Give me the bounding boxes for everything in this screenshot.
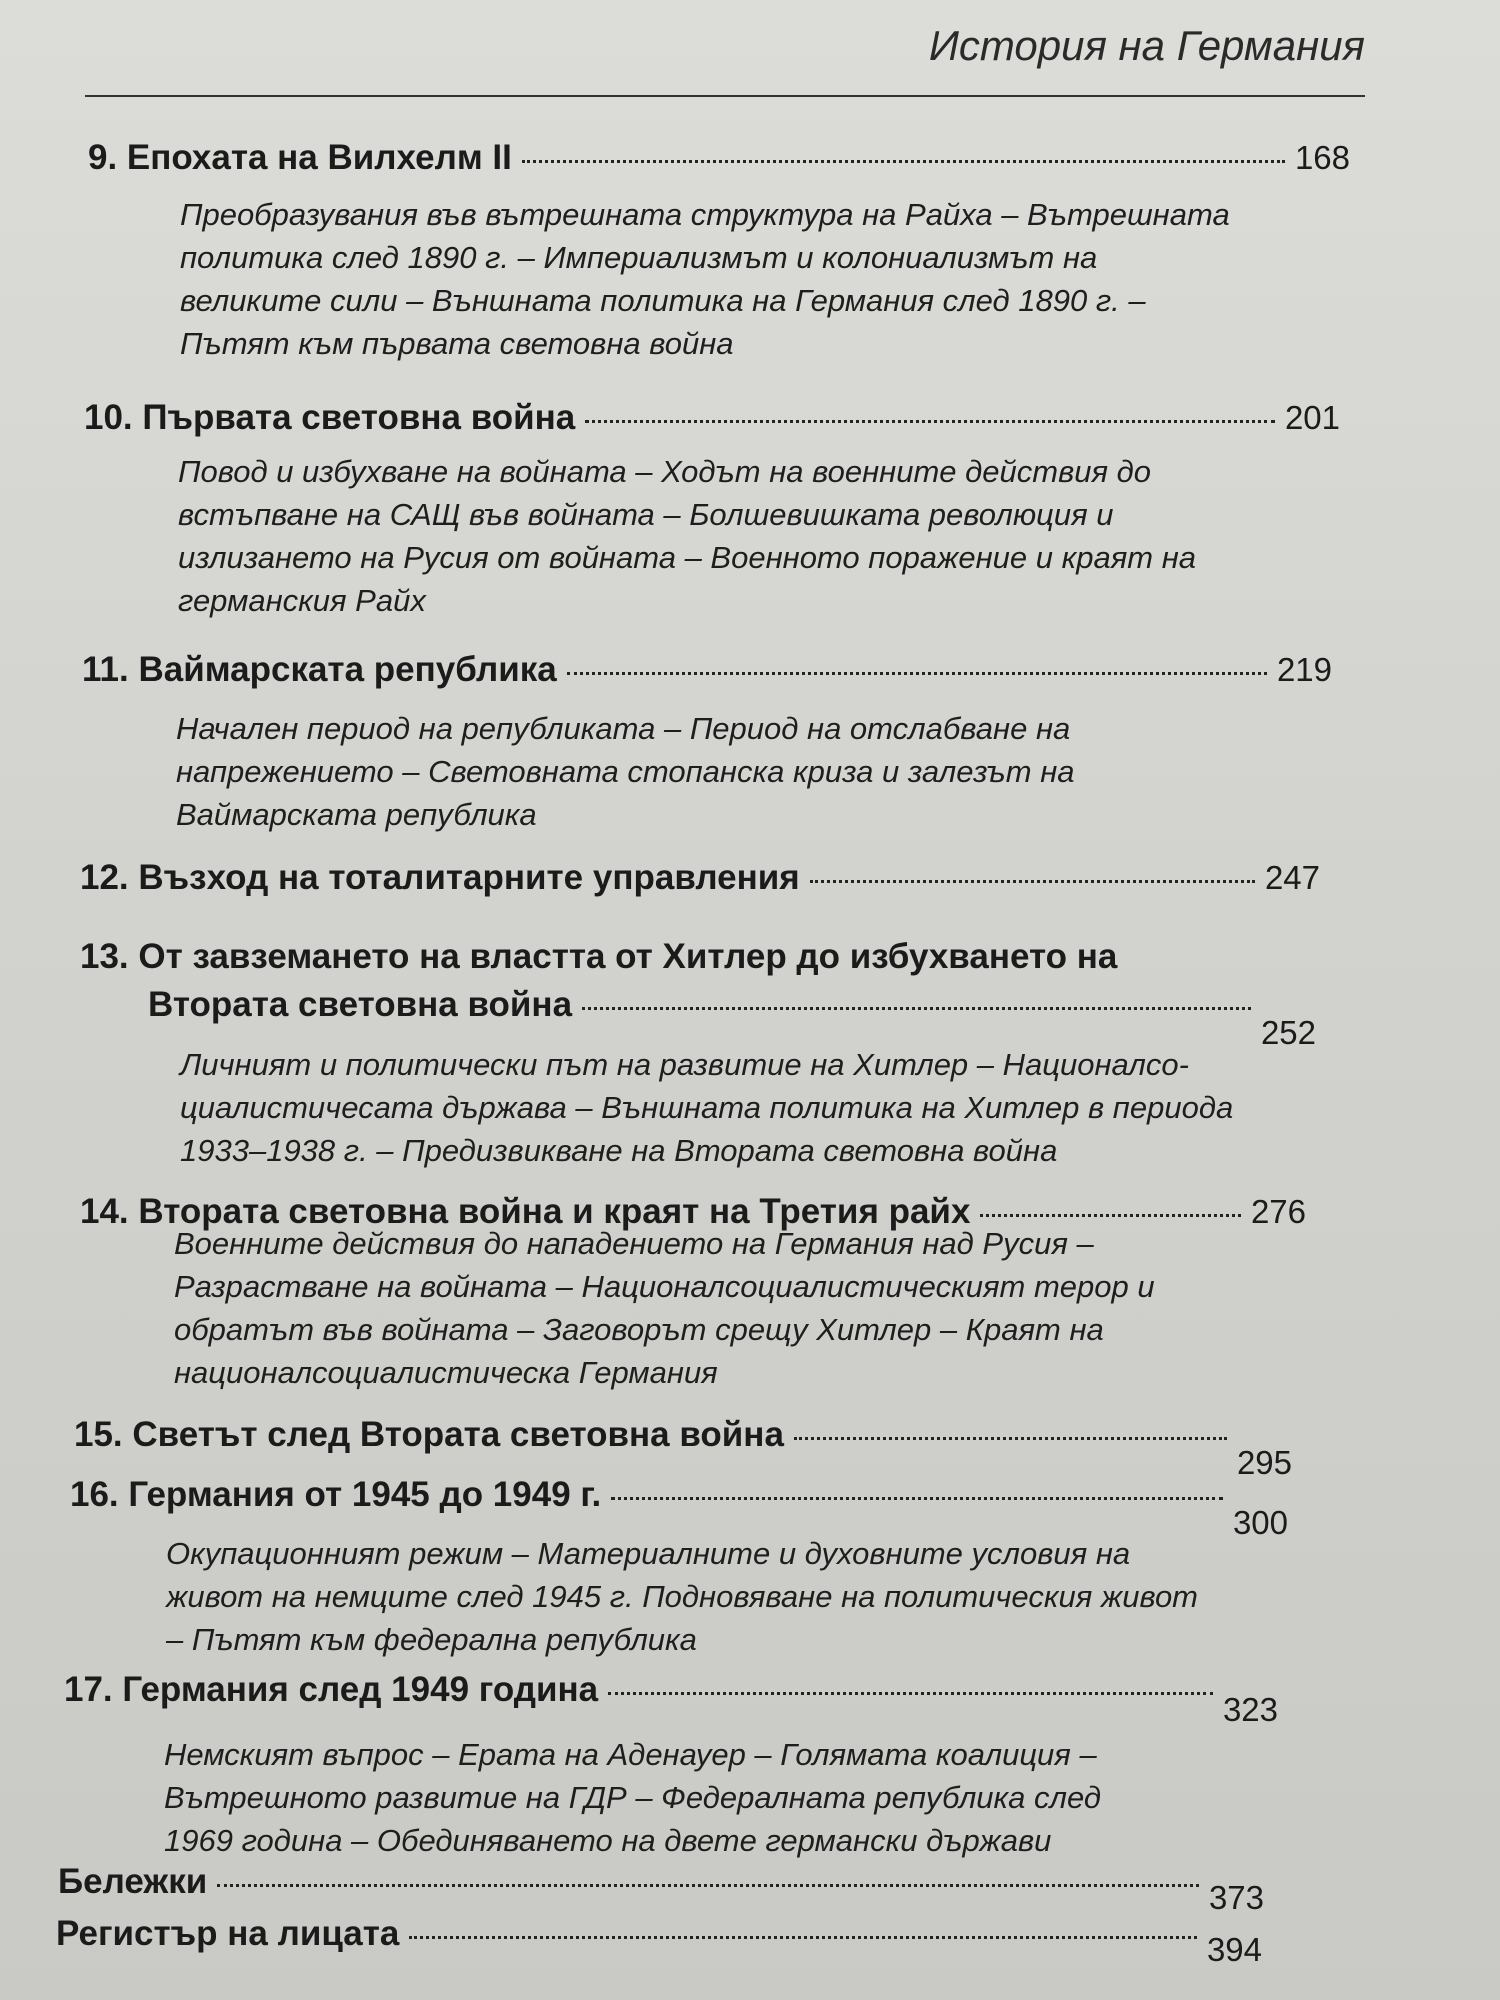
toc-entry-10[interactable] (84, 398, 1340, 438)
toc-entry-title: 9. Епохата на Вилхелм II (88, 138, 512, 177)
leader-dots (217, 1884, 1199, 1887)
toc-entry-title: Втората световна война (148, 985, 573, 1024)
header-rule (85, 95, 1365, 97)
toc-entry-title: 11. Ваймарската република (82, 650, 557, 689)
toc-entry-notes[interactable] (58, 1862, 1264, 1916)
toc-entry-11-description: Начален период на републиката – Период на отслабване на напрежението – Световната стопанска криза и залезът на Ваймарската република (176, 711, 1075, 832)
toc-page-number: 201 (1284, 399, 1340, 436)
leader-dots (409, 1936, 1197, 1939)
running-title: История на Германия (928, 22, 1365, 69)
toc-page-number: 219 (1276, 651, 1332, 688)
toc-entry-16-description: Окупационният режим – Материалните и духовните условия на живот на немците след 1945 г. Подновяване на политическия живот – Пътят към федерална република (166, 1536, 1199, 1657)
leader-dots (567, 672, 1267, 675)
toc-entry-title: Регистър на лицата (56, 1914, 400, 1953)
toc-page-number: 252 (1260, 1014, 1316, 1051)
toc-page-number: 276 (1250, 1193, 1306, 1230)
toc-page-number: 295 (1236, 1444, 1292, 1481)
toc-entry-title: 17. Германия след 1949 година (64, 1670, 599, 1709)
toc-entry-title: 14. Втората световна война и краят на Третия райх (80, 1192, 971, 1231)
toc-entry-title: 10. Първата световна война (84, 398, 576, 437)
toc-entry-16[interactable] (70, 1475, 1288, 1541)
toc-entry-15[interactable] (74, 1415, 1292, 1481)
toc-entry-13-description: Личният и политически път на развитие на Хитлер – Националсо- циалистичесата държава – Външната политика на Хитлер в периода 1933–1938 г. – Предизвикване на Втората световна война (180, 1047, 1234, 1168)
toc-page-number: 168 (1294, 139, 1350, 176)
toc-page-number: 394 (1206, 1931, 1262, 1968)
toc-entry-11[interactable] (82, 650, 1332, 690)
toc-page-number: 247 (1264, 859, 1320, 896)
leader-dots (611, 1497, 1223, 1500)
toc-entry-17[interactable] (64, 1670, 1278, 1728)
toc-entry-title: 13. От завземането на властта от Хитлер до избухването на (80, 937, 1118, 976)
leader-dots (608, 1692, 1213, 1695)
toc-entry-title: 15. Светът след Втората световна война (74, 1415, 784, 1454)
toc-entry-9-description: Преобразувания във вътрешната структура на Райха – Вътрешната политика след 1890 г. – Империализмът и колониализмът на великите сили – Външната политика на Германия след 1890 г. – Пътят към първата световна война (180, 197, 1230, 361)
toc-page-number: 323 (1222, 1691, 1278, 1728)
leader-dots (810, 880, 1255, 883)
toc-entry-title: Бележки (58, 1862, 208, 1901)
toc-entry-12[interactable] (80, 858, 1320, 898)
leader-dots (522, 160, 1285, 163)
leader-dots (585, 420, 1275, 423)
toc-entry-title: 16. Германия от 1945 до 1949 г. (70, 1475, 602, 1514)
toc-page-number: 373 (1208, 1879, 1264, 1916)
toc-entry-10-description: Повод и избухване на войната – Ходът на военните действия до встъпване на САЩ във войната – Болшевишката революция и излизането на Русия от войната – Военното поражение и краят на германския Райх (178, 454, 1197, 618)
leader-dots (794, 1437, 1227, 1440)
leader-dots (582, 1007, 1251, 1010)
toc-entry-14-description: Военните действия до нападението на Германия над Русия – Разрастване на войната – Националсоциалистическият терор и обратът във войната – Заговорът срещу Хитлер – Краят на националсоциалистическа Германия (174, 1226, 1155, 1390)
toc-entry-9[interactable] (88, 138, 1350, 178)
toc-entry-13-line1[interactable] (80, 937, 1117, 977)
toc-entry-17-description: Немският въпрос – Ерата на Аденауер – Голямата коалиция – Вътрешното развитие на ГДР – Федералната република след 1969 година – Обединяването на двете германски държави (164, 1737, 1102, 1858)
toc-page-number: 300 (1232, 1504, 1288, 1541)
toc-entry-title: 12. Възход на тоталитарните управления (80, 858, 800, 897)
toc-entry-13-line2[interactable] (148, 985, 1316, 1051)
toc-entry-index[interactable] (56, 1914, 1262, 1968)
leader-dots (980, 1214, 1241, 1217)
